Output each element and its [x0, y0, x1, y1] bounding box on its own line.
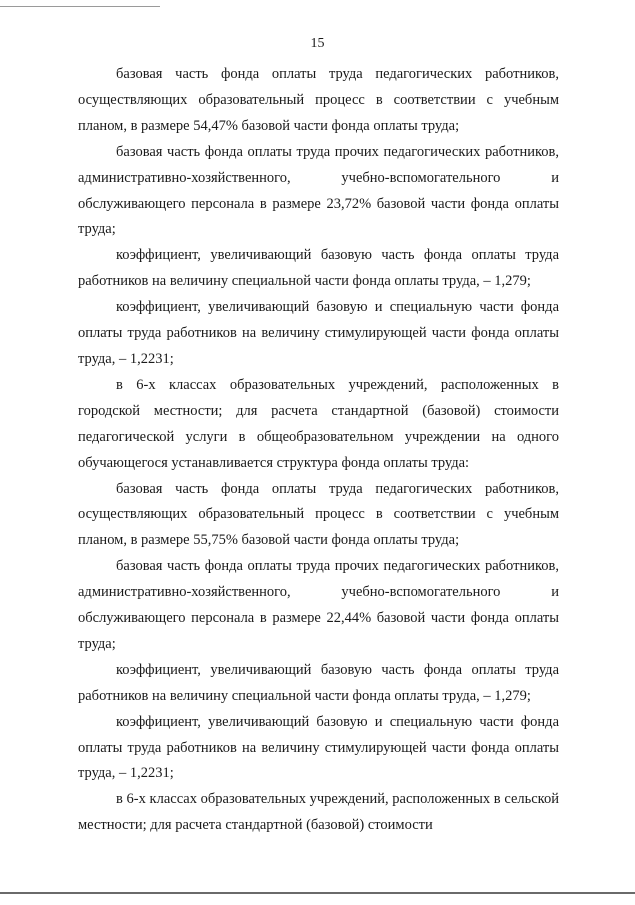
paragraph: коэффициент, увеличивающий базовую часть фонда оплаты труда работников на величину специальной части фонда оплаты труда, – 1,279;: [78, 247, 559, 290]
scan-edge-line-bottom: [0, 892, 635, 894]
paragraph: в 6-х классах образовательных учреждений, расположенных в сельской местности; для расчета стандартной (базовой) стоимости: [78, 791, 559, 834]
document-body: [78, 62, 559, 839]
paragraph: базовая часть фонда оплаты труда педагогических работников, осуществляющих образовательный процесс в соответствии с учебным планом, в размере 54,47% базовой части фонда оплаты труда;: [78, 66, 559, 134]
paragraph: коэффициент, увеличивающий базовую и специальную части фонда оплаты труда работников на величину стимулирующей части фонда оплаты труда, – 1,2231;: [78, 299, 559, 367]
paragraph: в 6-х классах образовательных учреждений, расположенных в городской местности; для расчета стандартной (базовой) стоимости педагогической услуги в общеобразовательном учреждении на одного обучающегося устанавливается структура фонда оплаты труда:: [78, 376, 559, 471]
paragraph: коэффициент, увеличивающий базовую и специальную части фонда оплаты труда работников на величину стимулирующей части фонда оплаты труда, – 1,2231;: [78, 713, 559, 782]
paragraph: базовая часть фонда оплаты труда педагогических работников, осуществляющих образовательный процесс в соответствии с учебным планом, в размере 55,75% базовой части фонда оплаты труда;: [78, 480, 559, 549]
paragraph: коэффициент, увеличивающий базовую часть фонда оплаты труда работников на величину специальной части фонда оплаты труда, – 1,279;: [78, 661, 559, 704]
scan-edge-line-top: [0, 6, 160, 7]
paragraph: базовая часть фонда оплаты труда прочих педагогических работников, административно-хозяйственного, учебно-вспомогательного и обслуживающего персонала в размере 23,72% базовой части фонда оплаты труда;: [78, 143, 559, 238]
page-number: 15: [310, 36, 325, 51]
paragraph: базовая часть фонда оплаты труда прочих педагогических работников, административно-хозяйственного, учебно-вспомогательного и обслуживающего персонала в размере 22,44% базовой части фонда оплаты труда;: [78, 558, 559, 652]
